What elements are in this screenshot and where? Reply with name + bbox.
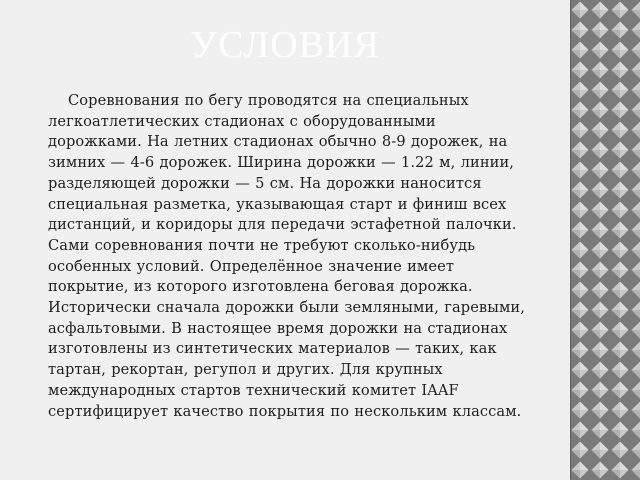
- slide-body-text: Соревнования по бегу проводятся на специальных легкоатлетических стадионах с оборудованными дорожками. На летних стадионах обычно 8-9 дорожек, на зимних — 4-6 дорожек. Ширина дорожки — 1.22 м, линии, разделяющей дорожки — 5 см. На дорожки наносится специальная разметка, указывающая старт и финиш всех дистанций, и коридоры для передачи эстафетной палочки. Сами соревнования почти не требуют сколько-нибудь особенных условий. Определённое значение имеет покрытие, из которого изготовлена беговая дорожка. Исторически сначала дорожки были земляными, гаревыми, асфальтовыми. В настоящее время дорожки на стадионах изготовлены из синтетических материалов — таких, как тартан, рекортан, регупол и других. Для крупных международных стартов технический комитет IAAF сертифицирует качество покрытия по нескольким классам.: [48, 92, 525, 420]
- slide-title: УСЛОВИЯ: [190, 24, 380, 66]
- decorative-pattern-strip: [570, 0, 640, 480]
